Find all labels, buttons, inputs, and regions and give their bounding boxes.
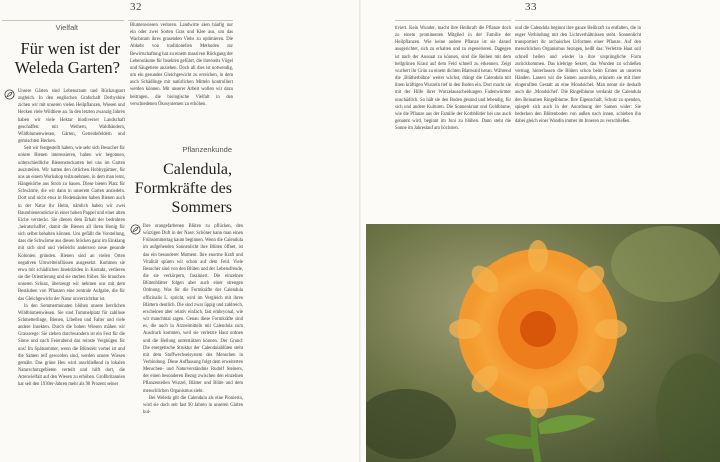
article-title: Für wen ist der Weleda Garten? [14, 39, 120, 77]
section-title: Calendula, Formkräfte des Sommers [134, 161, 232, 216]
page-number-right: 33 [525, 1, 537, 13]
body-column-2-top [130, 22, 233, 128]
calendula-photo [366, 224, 720, 462]
flower-petals [449, 240, 627, 418]
section-kicker-2: Pflanzenkunde [182, 145, 232, 154]
paragraph: tiviert. Kein Wunder, macht ihre Heilkraft die Pflanze doch zu einem prominenten Mitglied in der Familie der Heilpflanzen. Wie keine andere Pflanze ist sie darauf ausgerichtet, sich zu erhalten und zu regenerieren. Dagegen ist nach der Aussaat zu können, sind die Reihen mit dem hellgrünen Kraut auf dem Feld schnell zu erkennen. Zeigt wuchert ihr Grün zu einem dichten Blattwald heran. Während die ‚Blütherbühne' weiter wächst, drängt die Calendula mit ihren kräftigen Wurzeln tief in den Boden ein. Dort macht sie mit der Hilfe ihrer Wurzelausscheidungen Fadenwürmer unschädlich. So hält sie den Boden gesund und lebendig, für sich und andere Kulturen. Die Sonnenkraut und Goldblume, wie die Pflanze aus der Familie der Korbblütler hei uns auch genannt wird, beginnt im Juni zu blühen. Dann steht die Sonne im Jahreslauf am höchsten. [395, 26, 511, 132]
paragraph: Blumenwiesen verloren. Landwirte säen häufig nur ein oder zwei Sorten Gras und Klee aus, um das Wachstum ihres grasenden Viehs zu optimieren. Die Abkehr von traditionellen Methoden zur Bewirtschaftung hat zu einem massiven Rückgang der Lebensräume für Insekten geführt, die ihrerseits Vögel und Säugetiere anziehen. Doch all dies ist notwendig, um ein gesundes Gleichgewicht zu erreichen, in dem auch Schädlinge mit natürlichen Mitteln kontrolliert werden können. Mit unserer Arbeit wollen wir dazu beitragen, die biologische Vielfalt in den verschiedenen Ökosystemen zu erhöhen. [130, 23, 233, 107]
column-rule [128, 20, 233, 21]
left-page [0, 0, 359, 462]
section-kicker: Vielfalt [55, 23, 78, 32]
body-column-1 [18, 88, 125, 460]
paragraph: In den Sommermonaten blühen unsere herrlichen Wildblumenwiesen. Sie sind Tummelplatz für zahllose Schmetterlinge, Bienen, Libellen und Falter und viele andere Insekten. Durch die hohen Wiesen mähen wir Grasswege: Sie ziehen durchwandern ist ein Fest für die Sinne und nach Feierabend das reinste Vergnügen für uns! Im Spätsommer, wenn die Blütezeit vorbei ist und die Samen reif geworden sind, werden unsere Wiesen gemäht. Das grüne Heu wird anschließend in lokalen Naturschutzgebieten verteilt und hilft dort, die Artenvielfalt auf den Wiesen zu erhöhen. Großbritannien hat seit den 1930er-Jahren mehr als 90 Prozent seiner [18, 303, 125, 388]
paragraph: Seit wir festgestellt haben, wie sehr sich Besucher für unsere Bienen interessieren, haben wir begonnen, unterschiedliche Bienenstockarten bei uns im Garten auszuteilen. Wir hatten den örtlichen Hobbygärtner, für uns an einem Workshop teilzunehmen, in dem man lernt, Hängekörbe aus Stroh zu bauen. Diese bieten Platz für Schwärme, die wir dann in unserem Garten ansiedeln. Dort und nicht etwa in Bodensäulen haben Bienen auch in der Natur ihr Heim, nämlich haben wir zwei Baumbienenstöcke in einer hohen Pappel und einer alten Eiche versteckt. Sie dienen dem Erhalt der bedrohten ‚heiratschaffet', damit die Bienen all ihren Honig für sich selbst behalten können. Uns gefällt die Vorstellung, dass die Schwärme aus diesen Stöcken ganz im Einklang mit sich sind und vielleicht anderswo neue gesunde Kolonien gründen. Bienen sind an vielen Orten negativen Umwelteinflüssen ausgesetzt. Kommen sie etwa mit schädlichen Insektiziden in Kontakt, verlieren sie die Orientierung und sie sterben früher. Sie brauchen unseren Schutz, überzeugt wir nehmen uns mit dem Bestäuben von Pflanzen eine zentrale Aufgabe, die für das Gleichgewicht der Natur unverzichtbar ist. [18, 146, 125, 302]
body-column-4 [515, 25, 641, 160]
leaf-bullet-icon [4, 89, 15, 100]
body-column-2-bottom [143, 223, 243, 460]
column-rule [395, 20, 511, 21]
leaf-bullet-icon [130, 224, 141, 235]
column-rule [2, 20, 124, 21]
page-number-left: 32 [130, 1, 142, 13]
body-column-3 [395, 25, 511, 160]
paragraph: und die Calendula beginnt ihre ganze Heilkraft zu entfalten, die in enger Verbindung mit den Lichtverhältnissen steht. Sonnenlicht transportiert ihr archaisches Urformen einer Pflanze. Auf den menschlichen Organismus bezogen, heißt das: Verletzte Haut soll schnell heilen und wieder in ihre ursprüngliche Form zurückkommen. Das klebrige Sekret, das Wunden zu schließen vermag, hinterlassen die Blüten schon beim Ernten an unseren Händen. Lassen wir die Samen ausreifen, erinnern sie mit ihrer eingerollten Gestalt an eine Mondsichel. Man nennt sie deshalb auch die ‚Mondsichel'. Die Ringelblume verdankt die Calendula den Beinamen Ringelblume. Ihre Eigenschaft, Schutz zu spenden, spiegelt sich auch in der Anordnung der Samen wider: Sie bedecken den Blütenboden von außen nach innen, schieben ihn dabei gleich einer Wandin immer im Inneren zu verschließen. [515, 26, 641, 125]
paragraph: Bei Weleda gilt die Calendula als eine Pionierin, wird sie doch seit fast 90 Jahren in unseren Gärten kul- [143, 395, 243, 416]
paragraph: Unsere Gärten sind Lebensraum und Rückzugsort zugleich. In den englischen Grafschaft Derbyshire zichen wir mit unseren vielen Heilpflanzen, Wiesen und Hecken viele Wildtiere an. In den letzten zwanzig Jahren haben wir viele Hektar biodiverser Landschaft geschaffen: mit Weihern, Waldbändern, Wildblumenwiesen, Gärten, Getreidefeldern und gemischten Hecken. [18, 89, 125, 145]
calendula-flower-image [366, 224, 720, 462]
paragraph: Ihre orangefarbenen Blüten zu pflücken, den würzigen Duft in der Nase: Schöner kann man einen Frühsommertag kaum beginnen. Wenn die Calendula im aufgehenden Sonnenlicht ihre Blüten öffnet, ist das ein besonderer Moment. Ihre enorme Kraft und Vitalität spüren wir schon auf dem Feld. Viele Besucher sind von den Blüten und der Lebensfreude, die sie verkörpern, fasziniert. Die einzelnen Blütenblätter folgen aber auch einer strengen Ordnung. Was für die Formkräfte der Calendula officinalis L. spricht, wird im Vergleich mit ihren Blättern deutlich. Die sind zwar üppig und zahlreich, erscheinen aber relativ einfach, fast embryonal, wie wir manchmal sagen. Genau diese Formkräfte sind es, die auch in Arzneimitteln mit Calendula zum Ausdruck kommen, weil sie verletzte Haut ordnen und die Heilung unterstützen können. Der Grund: Die energetische Struktur der Calendulablüten steht mit dem Stoffwechselsystem des Menschen in Verbindung. Diese Auffassung folgt dem erweiterten Menschen- und Naturverständnis Rudolf Steiners, der einen besonderen Bezug zwischen den einzelnen Pflanzenteilen Wurzel, Blätter und Blüte und dem menschlichen Organismus sieht. [143, 224, 243, 394]
column-rule [515, 20, 640, 21]
